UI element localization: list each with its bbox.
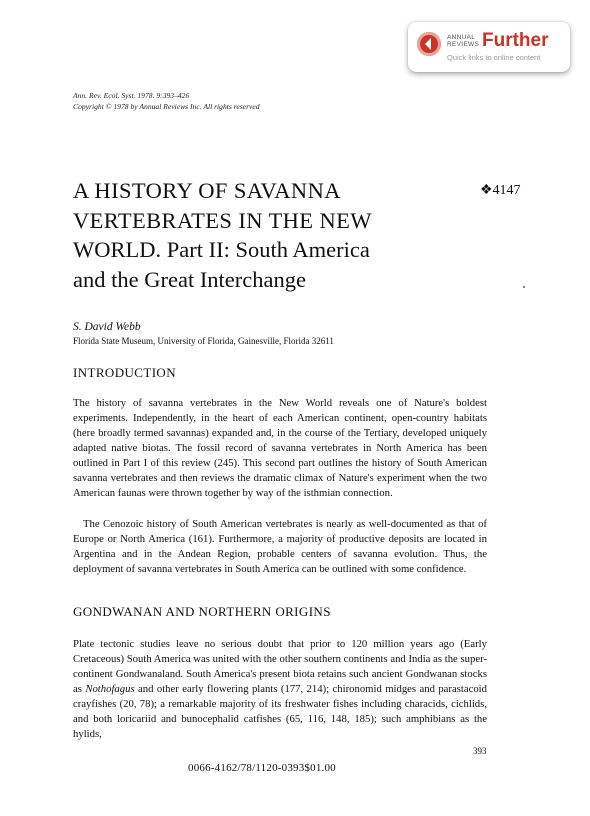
author-affiliation: Florida State Museum, University of Florida, Gainesville, Florida 32611 (73, 336, 334, 346)
section-heading-introduction: INTRODUCTION (73, 365, 177, 380)
article-code: 0066-4162/78/1120-0393$01.00 (188, 762, 336, 774)
page-number: 393 (473, 746, 487, 756)
intro-paragraph-1: The history of savanna vertebrates in the New World reveals one of Nature's boldest experiments. Independently, in the heart of each American continent, open-country habitats (here broadly termed savannas) expanded and, in the course of the Tertiary, developed uniquely adapted native biotas. The fossil record of savanna vertebrates in North America has been outlined in Part I of this review (245). This second part outlines the history of South American savanna vertebrates and then reviews the dramatic climax of Nature's experiment when the two American faunas were thrown together by way of the isthmian connection. (73, 397, 487, 499)
badge-further-label: Further (482, 30, 549, 51)
badge-annual-label: ANNUAL (447, 34, 476, 41)
journal-copyright: Copyright © 1978 by Annual Reviews Inc. All rights reserved (73, 102, 260, 111)
badge-reviews-label: REVIEWS (447, 41, 480, 48)
title-line: and the Great Interchange (73, 266, 306, 292)
further-badge[interactable] (408, 22, 570, 72)
title-line: VERTEBRATES IN THE NEW (73, 207, 372, 233)
intro-paragraph-2: The Cenozoic history of South American vertebrates is nearly as well-documented as that of Europe or North America (161). Furthermore, a majority of productive deposits are located in Argentina and in the Andean Region, probable centers of savanna evolution. Thus, the deployment of savanna vertebrates in South America can be outlined with some confidence. (73, 518, 487, 575)
title-line: WORLD. Part II: South America (73, 237, 370, 262)
badge-tagline: Quick links to online content (447, 53, 541, 62)
section-heading-gondwanan: GONDWANAN AND NORTHERN ORIGINS (73, 604, 331, 619)
paragraph-text: Plate tectonic studies leave no serious doubt that prior to 120 million years ago (Early Cretaceous) South America was united with the other southern continents and India as the super-continent Gondwanaland. South America's present biota retains such ancient Gondwanan stocks as (73, 638, 487, 695)
genus-name: Nothofagus (85, 683, 135, 695)
play-arrow-icon (417, 32, 441, 56)
title-line: A HISTORY OF SAVANNA (73, 178, 341, 203)
author-name: S. David Webb (73, 321, 141, 333)
journal-citation: Ann. Rev. Ecol. Syst. 1978. 9:393–426 (73, 91, 190, 100)
scan-speck (523, 286, 525, 288)
document-id: ❖4147 (480, 183, 521, 198)
gondwanan-paragraph (73, 637, 487, 742)
journal-header (73, 90, 260, 112)
paragraph-text: and other early flowering plants (177, 214); chironomid midges and parastacoid crayfishes (20, 78); a remarkable majority of its freshwater fishes including characids, cichlids, and both loricariid and bunocephalid catfishes (65, 116, 148, 185); such amphibians as the hylids, (73, 683, 487, 740)
article-title (73, 176, 433, 294)
